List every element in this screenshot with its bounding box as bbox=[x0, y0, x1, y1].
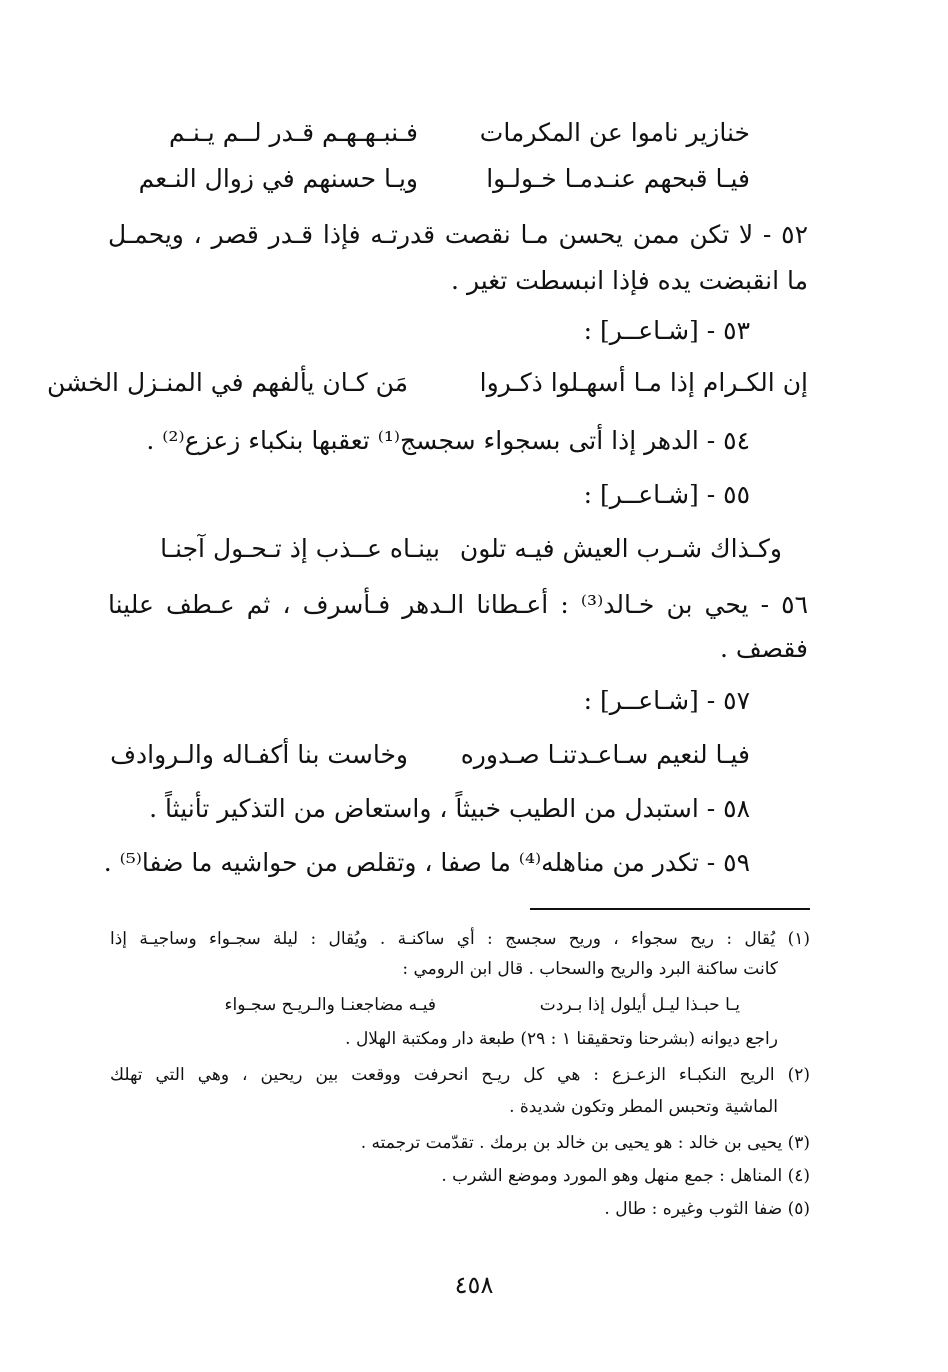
verse-2-first-hemistich: فيـا قبحهم عنـدمـا خـولـوا bbox=[486, 164, 750, 193]
verse-4-second-hemistich: بينـاه عــذب إذ تـحـول آجنـا bbox=[160, 534, 440, 563]
item-52-line-1: ٥٢ - لا تكن ممن يحسن مـا نقصت قدرتـه فإذا قـدر قصر ، ويحمـل bbox=[108, 220, 808, 249]
item-56-line-1: ٥٦ - يحي بن خـالد⁽³⁾ : أعـطانا الـدهر فـأسرف ، ثم عـطف علينا bbox=[108, 590, 808, 619]
item-55-heading: ٥٥ - [شـاعــر] : bbox=[583, 480, 750, 509]
verse-3-first-hemistich: إن الكـرام إذا مـا أسهـلوا ذكـروا bbox=[479, 368, 808, 397]
item-57-heading: ٥٧ - [شـاعــر] : bbox=[583, 686, 750, 715]
verse-5-first-hemistich: فيـا لنعيم سـاعـدتنـا صـدوره bbox=[460, 740, 750, 769]
footnote-5-line-1: (٥) ضفا الثوب وغيره : طال . bbox=[604, 1199, 810, 1219]
footnote-2-line-2: الماشية وتحبس المطر وتكون شديدة . bbox=[509, 1097, 778, 1117]
item-58-line-1: ٥٨ - استبدل من الطيب خبيثاً ، واستعاض من التذكير تأنيثاً . bbox=[149, 794, 750, 823]
verse-3-second-hemistich: مَن كـان يألفهم في المنـزل الخشن bbox=[46, 368, 408, 397]
verse-1-second-hemistich: فـنبـهـهـم قـدر لــم يـنـم bbox=[168, 118, 418, 147]
footnote-1-line-3: راجع ديوانه (بشرحنا وتحقيقنا ١ : ٢٩) طبعة دار ومكتبة الهلال . bbox=[345, 1029, 778, 1049]
item-52-line-2: ما انقبضت يده فإذا انبسطت تغير . bbox=[451, 266, 808, 295]
footnote-2-line-1: (٢) الريح النكبـاء الزعـزع : هي كل ريـح انحرفت ووقعت بين ريحين ، وهي التي تهلك bbox=[110, 1065, 810, 1085]
footnote-4-line-1: (٤) المناهل : جمع منهل وهو المورد وموضع الشرب . bbox=[441, 1166, 810, 1186]
footnote-1-line-2: كانت ساكنة البرد والريح والسحاب . قال ابن الرومي : bbox=[402, 959, 778, 979]
footnote-separator bbox=[530, 908, 810, 910]
page-number: ٤٥٨ bbox=[454, 1271, 494, 1299]
footnote-3-line-1: (٣) يحيى بن خالد : هو يحيى بن خالد بن برمك . تقدّمت ترجمته . bbox=[360, 1133, 810, 1153]
item-54-line-1: ٥٤ - الدهر إذا أتى بسجواء سجسج⁽¹⁾ تعقبها بنكباء زعزع⁽²⁾ . bbox=[146, 426, 750, 455]
footnote-1-line-1: (١) يُقال : ريح سجواء ، وريح سجسج : أي ساكنـة . ويُقال : ليلة سجـواء وساجيـة إذا bbox=[110, 929, 810, 949]
item-59-line-1: ٥٩ - تكدر من مناهله⁽⁴⁾ ما صفا ، وتقلص من حواشيه ما ضفا⁽⁵⁾ . bbox=[103, 848, 750, 877]
verse-2-second-hemistich: ويـا حسنهم في زوال النـعم bbox=[138, 164, 418, 193]
footnote-1-verse-hemistich-1: يـا حبـذا ليـل أيلول إذا بـردت bbox=[539, 995, 740, 1015]
footnote-1-verse-hemistich-2: فيـه مضاجعنـا والـريـح سجـواء bbox=[224, 995, 436, 1015]
verse-4-first-hemistich: وكـذاك شـرب العيش فيـه تلون bbox=[459, 534, 782, 563]
verse-1-first-hemistich: خنازير ناموا عن المكرمات bbox=[479, 118, 750, 147]
verse-5-second-hemistich: وخاست بنا أكفـاله والـروادف bbox=[110, 740, 408, 769]
item-56-line-2: فقصف . bbox=[719, 634, 808, 663]
item-53-heading: ٥٣ - [شـاعــر] : bbox=[583, 316, 750, 345]
